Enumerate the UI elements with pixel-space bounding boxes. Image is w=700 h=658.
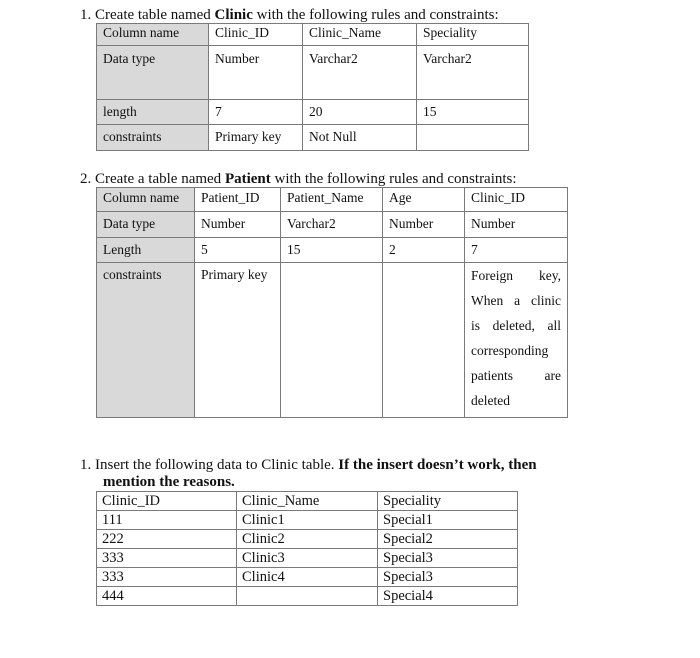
table-cell [237,587,378,606]
table-cell: 5 [195,238,281,263]
table-cell [281,263,383,418]
table-row [97,492,518,511]
table-cell: Speciality [417,24,529,46]
table-cell: Varchar2 [417,46,529,100]
table-cell: Special1 [378,511,518,530]
table-row [97,24,529,46]
table-cell: 15 [281,238,383,263]
table-row [97,587,518,606]
table-row [97,568,518,587]
table-row [97,263,568,418]
table-row [97,238,568,263]
table-cell: Column name [97,24,209,46]
table-cell: 15 [417,100,529,125]
table-cell: Column name [97,188,195,212]
table-cell: constraints [97,125,209,151]
table-cell: length [97,100,209,125]
table-cell: Clinic1 [237,511,378,530]
table-cell: Special4 [378,587,518,606]
table-row [97,46,529,100]
table-cell: Varchar2 [281,212,383,238]
section3-heading-line2: mention the reasons. [103,474,235,490]
table-cell: 222 [97,530,237,549]
table-cell: Length [97,238,195,263]
fk-line: deleted [471,393,510,408]
table-header-cell: Speciality [378,492,518,511]
clinic-data-table [96,491,518,606]
table-cell: 20 [303,100,417,125]
fk-line: patients are [471,368,561,383]
table-cell: Special3 [378,568,518,587]
table-cell: Clinic_ID [465,188,568,212]
table-cell: Age [383,188,465,212]
table-cell: Primary key [209,125,303,151]
table-cell: Primary key [195,263,281,418]
table-header-cell: Clinic_ID [97,492,237,511]
table-row [97,100,529,125]
table-header-cell: Clinic_Name [237,492,378,511]
table-cell: constraints [97,263,195,418]
table-cell: Patient_Name [281,188,383,212]
table-cell: 2 [383,238,465,263]
table-cell: Number [209,46,303,100]
table-cell [417,125,529,151]
fk-line: is deleted, all [471,318,561,333]
section3-heading: 1. Insert the following data to Clinic table. If the insert doesn’t work, then [80,457,537,473]
fk-line: Foreign key, [471,268,561,283]
table-cell: Special2 [378,530,518,549]
table-row [97,188,568,212]
table-cell: Number [465,212,568,238]
patient-definition-table [96,187,568,418]
table-row [97,125,529,151]
fk-line: When a clinic [471,293,561,308]
table-cell: Number [383,212,465,238]
table-cell: Not Null [303,125,417,151]
section2-heading: 2. Create a table named Patient with the following rules and constraints: [80,171,517,187]
table-cell: 333 [97,549,237,568]
table-cell: 111 [97,511,237,530]
table-cell: Clinic4 [237,568,378,587]
table-cell: Clinic_Name [303,24,417,46]
foreign-key-cell [465,263,568,418]
table-cell: Special3 [378,549,518,568]
table-row [97,549,518,568]
table-cell: Clinic2 [237,530,378,549]
table-cell: 444 [97,587,237,606]
section1-heading: 1. Create table named Clinic with the following rules and constraints: [80,7,499,23]
table-cell: Clinic_ID [209,24,303,46]
table-cell: 7 [465,238,568,263]
clinic-definition-table [96,23,529,151]
table-row [97,212,568,238]
fk-line: corresponding [471,343,549,358]
table-cell: Number [195,212,281,238]
table-row [97,511,518,530]
table-row [97,530,518,549]
table-cell [383,263,465,418]
table-cell: 333 [97,568,237,587]
table-cell: Varchar2 [303,46,417,100]
table-cell: Patient_ID [195,188,281,212]
table-cell: Data type [97,212,195,238]
table-cell: Clinic3 [237,549,378,568]
table-cell: Data type [97,46,209,100]
table-cell: 7 [209,100,303,125]
